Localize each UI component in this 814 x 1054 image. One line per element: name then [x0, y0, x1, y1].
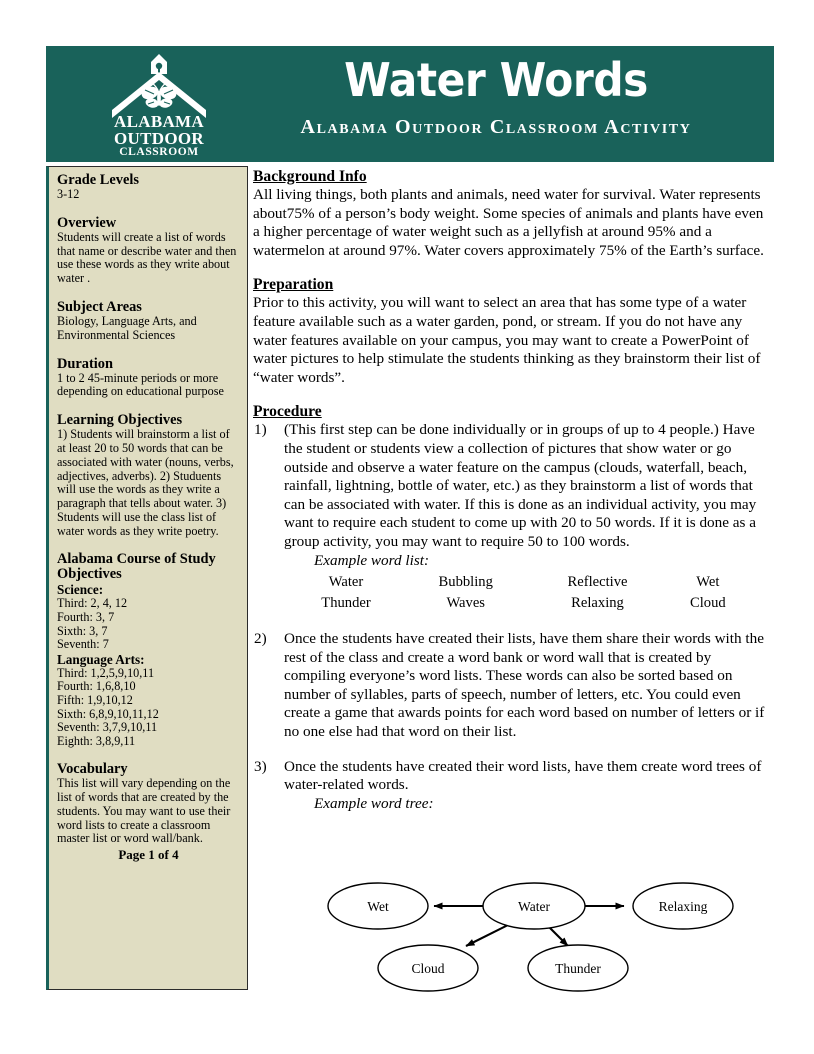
spacer [57, 399, 240, 412]
word-tree-node-wet [328, 883, 428, 929]
procedure-step-text: Once the students have created their lists, have them share their words with the rest of the class and create a word bank or word wall that is created by compiling everyone’s word lists. These words can also be sorted based on number of syllables, parts of speech, number of letters, etc. You could even create a game that awards points for each word based on number of letters or if no one else had that word on their list. [284, 630, 765, 741]
example-word-tree-label: Example word tree: [314, 794, 434, 812]
sidebar-language-arts-line: Third: 1,2,5,9,10,11 [57, 665, 155, 680]
section-text-preparation: Prior to this activity, you will want to select an area that has some type of a water feature available such as a water garden, pond, or stream. If you do not have any water features available on your campus, you may want to create a PowerPoint of water pictures to help stimulate the students thinking as they brainstorm their list of “water words”. [253, 294, 761, 386]
spacer [57, 202, 240, 215]
procedure-step-number: 1) [254, 421, 267, 439]
procedure-step [253, 630, 771, 742]
table-row [289, 572, 749, 593]
word-tree-node-water [483, 883, 585, 929]
section-heading-procedure: Procedure [253, 403, 322, 421]
word-cell: Thunder [321, 595, 371, 612]
procedure-step [253, 421, 771, 551]
sidebar-text-vocabulary: This list will vary depending on the list of words that are created by the students. You may want to use their word lists to create a classroom master list or word wall/bank. [57, 776, 231, 846]
spacer [57, 748, 240, 761]
sidebar-heading-vocabulary: Vocabulary [57, 761, 128, 778]
sidebar-language-arts-line: Fourth: 1,6,8,10 [57, 679, 136, 694]
organization-logo [104, 52, 214, 162]
sidebar-text-subject-areas: Biology, Language Arts, and Environmental Sciences [57, 313, 197, 342]
procedure-step-number: 3) [254, 757, 267, 775]
sidebar-language-arts-line: Eighth: 3,8,9,11 [57, 733, 136, 748]
logo-line-classroom: CLASSROOM [119, 146, 199, 158]
page-footer: Page 1 of 4 [118, 847, 179, 863]
example-word-list-table [289, 572, 749, 614]
spacer [253, 387, 771, 403]
word-cell: Bubbling [438, 574, 493, 591]
word-tree-node-relaxing [633, 883, 733, 929]
spacer [57, 539, 240, 552]
word-tree-node-label: Thunder [555, 961, 601, 976]
sidebar-text-overview: Students will create a list of words that name or describe water and then use these words as they write about water . [57, 229, 237, 286]
section-heading-background-info: Background Info [253, 168, 367, 185]
sidebar-language-arts-line: Sixth: 6,8,9,10,11,12 [57, 706, 159, 721]
word-cell: Waves [446, 595, 485, 612]
word-cell: Wet [696, 574, 720, 591]
procedure-step [253, 758, 771, 795]
procedure-step-number: 2) [254, 630, 267, 648]
sidebar-subheading-science: Science: [57, 582, 104, 598]
sidebar-heading-duration: Duration [57, 355, 113, 372]
sidebar-science-line: Fourth: 3, 7 [57, 609, 115, 624]
spacer [253, 260, 771, 276]
sidebar-heading-subject-areas: Subject Areas [57, 298, 142, 315]
word-tree-node-thunder [528, 945, 628, 991]
sidebar-science-line: Seventh: 7 [57, 637, 109, 652]
word-tree-diagram [306, 866, 756, 1001]
sidebar-value-grade-levels: 3-12 [57, 187, 80, 201]
sidebar-text-duration: 1 to 2 45-minute periods or more depending on educational purpose [57, 370, 224, 399]
example-word-list-label: Example word list: [314, 551, 430, 569]
logo-line-alabama: ALABAMA [114, 112, 204, 131]
sidebar-science-line: Sixth: 3, 7 [57, 623, 108, 638]
word-tree-node-cloud [378, 945, 478, 991]
word-tree-svg [306, 866, 756, 1001]
spacer [57, 286, 240, 299]
word-cell: Cloud [689, 595, 726, 612]
word-tree-node-label: Cloud [411, 961, 445, 976]
sidebar-subheading-language-arts: Language Arts: [57, 651, 145, 667]
spacer [57, 343, 240, 356]
table-row [289, 593, 749, 614]
word-cell: Relaxing [571, 595, 624, 612]
word-cell: Water [328, 574, 364, 591]
page-subtitle: Alabama Outdoor Classroom Activity [300, 116, 692, 138]
section-heading-preparation: Preparation [253, 276, 334, 294]
spacer [253, 742, 771, 758]
procedure-step-text: Once the students have created their word lists, have them create word trees of water-related words. [284, 757, 762, 794]
word-tree-node-label: Relaxing [658, 899, 708, 914]
sidebar-language-arts-line: Seventh: 3,7,9,10,11 [57, 720, 158, 735]
main-content [253, 168, 771, 813]
sidebar-text-learning-objectives: 1) Students will brainstorm a list of at least 20 to 50 words that can be associated with water (nouns, verbs, adjectives, adverbs). 2) Studuents will use the words as they write a paragraph that tells about water. 3) Students will use the class list of water words as they write poetry. [57, 427, 234, 538]
sidebar-language-arts-line: Fifth: 1,9,10,12 [57, 692, 133, 707]
header-banner [46, 46, 774, 162]
sidebar-heading-course-of-study-1: Alabama Course of Study [57, 550, 216, 567]
sidebar-heading-grade-levels: Grade Levels [57, 172, 139, 188]
logo-line-outdoor: OUTDOOR [114, 129, 204, 148]
sidebar-heading-course-of-study-2: Objectives [57, 565, 122, 582]
word-tree-node-label: Wet [367, 899, 389, 914]
sidebar-heading-overview: Overview [57, 214, 117, 231]
sidebar-heading-learning-objectives: Learning Objectives [57, 412, 183, 429]
sidebar [46, 166, 248, 990]
sidebar-science-line: Third: 2, 4, 12 [57, 596, 128, 611]
word-tree-node-label: Water [518, 899, 550, 914]
spacer [253, 614, 771, 630]
page-title: Water Words [344, 53, 648, 107]
section-text-background-info: All living things, both plants and animals, need water for survival. Water represents about75% of a person’s body weight. Some species of animals and plants have even a higher percentage of water weight such as a jellyfish at around 95% and a watermelon at around 97%. Water covers approximately 75% of the Earth’s surface. [253, 186, 764, 259]
word-cell: Reflective [567, 574, 628, 591]
procedure-step-text: (This first step can be done individually or in groups of up to 4 people.) Have the student or students view a collection of pictures that show water or go outside and observe a water feature on the campus (clouds, waterfall, beach, rainfall, lightning, bottle of water, etc.) as they brainstorm a list of words that can be associated with water. If this is done as an individual activity, you may want to require each student to come up with 20 to 50 words. If it is done as a group activity, you may want to require 50 to 100 words. [284, 421, 757, 550]
